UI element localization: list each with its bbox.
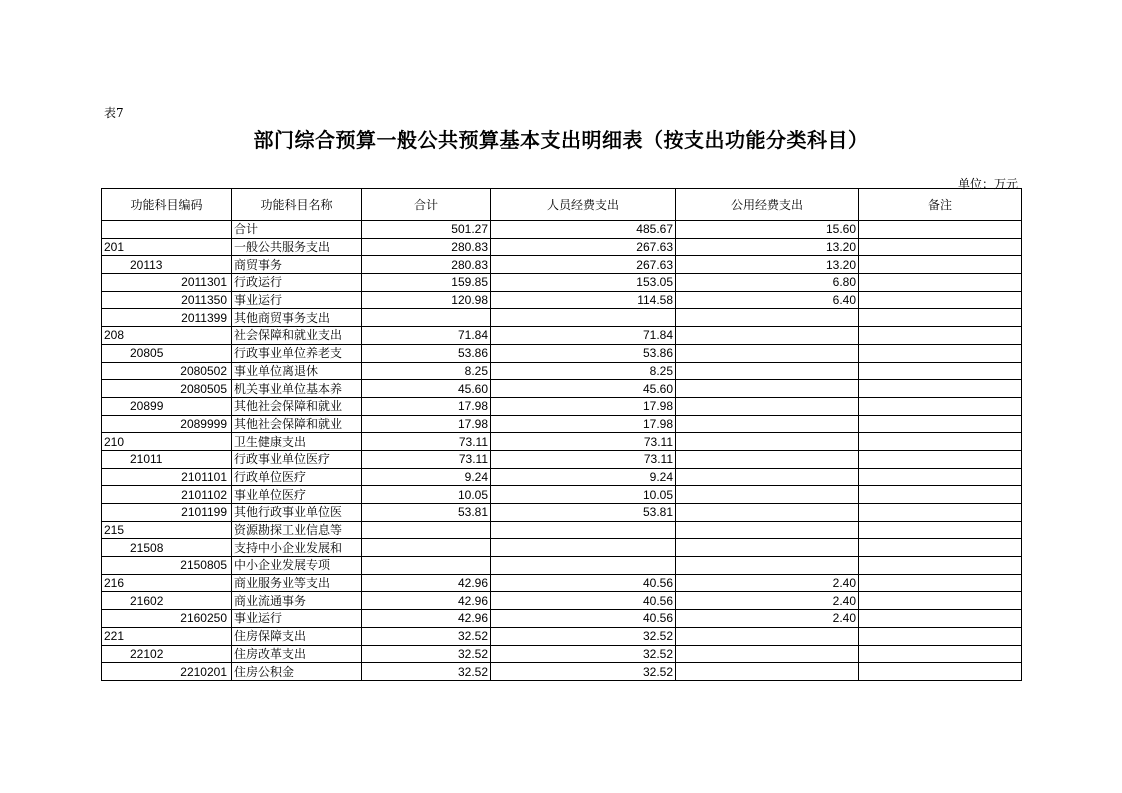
total-cell: 120.98 — [362, 291, 491, 309]
code-cell: 22102 — [102, 645, 232, 663]
name-cell: 事业单位离退休 — [232, 362, 362, 380]
column-header: 人员经费支出 — [491, 189, 676, 221]
table-row — [102, 557, 1022, 575]
table-row — [102, 415, 1022, 433]
note-cell — [859, 433, 1022, 451]
code-cell: 2011399 — [102, 309, 232, 327]
total-cell: 73.11 — [362, 450, 491, 468]
total-cell: 32.52 — [362, 627, 491, 645]
public-cell: 2.40 — [676, 610, 859, 628]
name-cell: 住房保障支出 — [232, 627, 362, 645]
personnel-cell: 73.11 — [491, 450, 676, 468]
personnel-cell: 114.58 — [491, 291, 676, 309]
total-cell: 42.96 — [362, 592, 491, 610]
personnel-cell: 40.56 — [491, 592, 676, 610]
table-number: 表7 — [104, 106, 124, 120]
total-cell: 45.60 — [362, 380, 491, 398]
personnel-cell: 73.11 — [491, 433, 676, 451]
note-cell — [859, 539, 1022, 557]
public-cell — [676, 539, 859, 557]
note-cell — [859, 415, 1022, 433]
personnel-cell: 32.52 — [491, 645, 676, 663]
note-cell — [859, 291, 1022, 309]
note-cell — [859, 663, 1022, 681]
code-cell: 20899 — [102, 397, 232, 415]
total-cell: 280.83 — [362, 256, 491, 274]
name-cell: 事业单位医疗 — [232, 486, 362, 504]
personnel-cell: 485.67 — [491, 221, 676, 239]
table-row — [102, 486, 1022, 504]
personnel-cell: 45.60 — [491, 380, 676, 398]
code-cell — [102, 221, 232, 239]
code-cell: 215 — [102, 521, 232, 539]
public-cell — [676, 468, 859, 486]
table-row — [102, 221, 1022, 239]
name-cell: 中小企业发展专项 — [232, 557, 362, 575]
public-cell: 13.20 — [676, 238, 859, 256]
total-cell — [362, 521, 491, 539]
total-cell: 8.25 — [362, 362, 491, 380]
personnel-cell: 8.25 — [491, 362, 676, 380]
name-cell: 卫生健康支出 — [232, 433, 362, 451]
note-cell — [859, 380, 1022, 398]
personnel-cell — [491, 557, 676, 575]
note-cell — [859, 309, 1022, 327]
personnel-cell: 153.05 — [491, 274, 676, 292]
public-cell: 2.40 — [676, 574, 859, 592]
note-cell — [859, 610, 1022, 628]
table-row — [102, 450, 1022, 468]
personnel-cell — [491, 309, 676, 327]
total-cell: 159.85 — [362, 274, 491, 292]
personnel-cell: 10.05 — [491, 486, 676, 504]
public-cell — [676, 415, 859, 433]
personnel-cell: 32.52 — [491, 663, 676, 681]
name-cell: 行政单位医疗 — [232, 468, 362, 486]
code-cell: 2101101 — [102, 468, 232, 486]
public-cell — [676, 486, 859, 504]
name-cell: 住房改革支出 — [232, 645, 362, 663]
personnel-cell: 267.63 — [491, 256, 676, 274]
total-cell: 71.84 — [362, 327, 491, 345]
table-row — [102, 362, 1022, 380]
name-cell: 其他社会保障和就业 — [232, 415, 362, 433]
total-cell: 17.98 — [362, 397, 491, 415]
note-cell — [859, 344, 1022, 362]
public-cell — [676, 504, 859, 522]
unit-label: 单位：万元 — [957, 177, 1018, 191]
name-cell: 行政事业单位医疗 — [232, 450, 362, 468]
total-cell: 32.52 — [362, 645, 491, 663]
name-cell: 其他社会保障和就业 — [232, 397, 362, 415]
personnel-cell: 53.86 — [491, 344, 676, 362]
name-cell: 资源勘探工业信息等 — [232, 521, 362, 539]
column-header: 公用经费支出 — [676, 189, 859, 221]
table-row — [102, 397, 1022, 415]
public-cell — [676, 557, 859, 575]
total-cell — [362, 309, 491, 327]
note-cell — [859, 468, 1022, 486]
table-row — [102, 291, 1022, 309]
note-cell — [859, 574, 1022, 592]
code-cell: 21508 — [102, 539, 232, 557]
personnel-cell: 32.52 — [491, 627, 676, 645]
table-body — [102, 221, 1022, 681]
total-cell: 53.86 — [362, 344, 491, 362]
name-cell: 支持中小企业发展和 — [232, 539, 362, 557]
table-row — [102, 380, 1022, 398]
name-cell: 机关事业单位基本养 — [232, 380, 362, 398]
personnel-cell: 71.84 — [491, 327, 676, 345]
table-row — [102, 645, 1022, 663]
table-row — [102, 274, 1022, 292]
note-cell — [859, 274, 1022, 292]
personnel-cell: 53.81 — [491, 504, 676, 522]
total-cell: 501.27 — [362, 221, 491, 239]
note-cell — [859, 327, 1022, 345]
code-cell: 21011 — [102, 450, 232, 468]
note-cell — [859, 397, 1022, 415]
code-cell: 2160250 — [102, 610, 232, 628]
public-cell — [676, 362, 859, 380]
public-cell — [676, 309, 859, 327]
note-cell — [859, 450, 1022, 468]
page-title: 部门综合预算一般公共预算基本支出明细表（按支出功能分类科目） — [253, 128, 869, 152]
table-header-row — [102, 189, 1022, 221]
total-cell — [362, 539, 491, 557]
note-cell — [859, 645, 1022, 663]
personnel-cell: 9.24 — [491, 468, 676, 486]
code-cell: 2101199 — [102, 504, 232, 522]
total-cell: 53.81 — [362, 504, 491, 522]
note-cell — [859, 627, 1022, 645]
name-cell: 其他行政事业单位医 — [232, 504, 362, 522]
total-cell: 42.96 — [362, 610, 491, 628]
table-row — [102, 574, 1022, 592]
personnel-cell: 17.98 — [491, 415, 676, 433]
public-cell — [676, 380, 859, 398]
code-cell: 2011301 — [102, 274, 232, 292]
name-cell: 合计 — [232, 221, 362, 239]
personnel-cell — [491, 521, 676, 539]
table-row — [102, 521, 1022, 539]
public-cell — [676, 397, 859, 415]
note-cell — [859, 557, 1022, 575]
total-cell: 32.52 — [362, 663, 491, 681]
personnel-cell — [491, 539, 676, 557]
total-cell: 42.96 — [362, 574, 491, 592]
code-cell: 20805 — [102, 344, 232, 362]
name-cell: 社会保障和就业支出 — [232, 327, 362, 345]
code-cell: 2150805 — [102, 557, 232, 575]
code-cell: 216 — [102, 574, 232, 592]
name-cell: 一般公共服务支出 — [232, 238, 362, 256]
name-cell: 行政事业单位养老支 — [232, 344, 362, 362]
note-cell — [859, 256, 1022, 274]
public-cell: 2.40 — [676, 592, 859, 610]
table-row — [102, 433, 1022, 451]
note-cell — [859, 592, 1022, 610]
name-cell: 事业运行 — [232, 610, 362, 628]
personnel-cell: 40.56 — [491, 610, 676, 628]
public-cell: 15.60 — [676, 221, 859, 239]
public-cell: 6.80 — [676, 274, 859, 292]
total-cell: 280.83 — [362, 238, 491, 256]
budget-table — [101, 188, 1022, 681]
personnel-cell: 40.56 — [491, 574, 676, 592]
personnel-cell: 17.98 — [491, 397, 676, 415]
code-cell: 20113 — [102, 256, 232, 274]
code-cell: 221 — [102, 627, 232, 645]
table-row — [102, 539, 1022, 557]
code-cell: 2080502 — [102, 362, 232, 380]
name-cell: 商业服务业等支出 — [232, 574, 362, 592]
code-cell: 210 — [102, 433, 232, 451]
column-header: 功能科目名称 — [232, 189, 362, 221]
code-cell: 2080505 — [102, 380, 232, 398]
note-cell — [859, 362, 1022, 380]
note-cell — [859, 521, 1022, 539]
code-cell: 2011350 — [102, 291, 232, 309]
table-row — [102, 256, 1022, 274]
name-cell: 商贸事务 — [232, 256, 362, 274]
code-cell: 2089999 — [102, 415, 232, 433]
public-cell — [676, 450, 859, 468]
table-row — [102, 344, 1022, 362]
column-header: 合计 — [362, 189, 491, 221]
table-row — [102, 504, 1022, 522]
total-cell: 73.11 — [362, 433, 491, 451]
table-row — [102, 610, 1022, 628]
public-cell — [676, 663, 859, 681]
note-cell — [859, 221, 1022, 239]
table-row — [102, 468, 1022, 486]
public-cell — [676, 645, 859, 663]
note-cell — [859, 504, 1022, 522]
public-cell — [676, 327, 859, 345]
code-cell: 2210201 — [102, 663, 232, 681]
personnel-cell: 267.63 — [491, 238, 676, 256]
name-cell: 其他商贸事务支出 — [232, 309, 362, 327]
table-row — [102, 238, 1022, 256]
table-row — [102, 309, 1022, 327]
total-cell: 10.05 — [362, 486, 491, 504]
code-cell: 201 — [102, 238, 232, 256]
public-cell — [676, 521, 859, 539]
name-cell: 行政运行 — [232, 274, 362, 292]
code-cell: 21602 — [102, 592, 232, 610]
name-cell: 事业运行 — [232, 291, 362, 309]
code-cell: 208 — [102, 327, 232, 345]
public-cell — [676, 627, 859, 645]
public-cell — [676, 344, 859, 362]
note-cell — [859, 238, 1022, 256]
public-cell — [676, 433, 859, 451]
public-cell: 6.40 — [676, 291, 859, 309]
table-row — [102, 627, 1022, 645]
public-cell: 13.20 — [676, 256, 859, 274]
total-cell: 17.98 — [362, 415, 491, 433]
total-cell: 9.24 — [362, 468, 491, 486]
table-row — [102, 663, 1022, 681]
name-cell: 商业流通事务 — [232, 592, 362, 610]
column-header: 功能科目编码 — [102, 189, 232, 221]
table-row — [102, 327, 1022, 345]
column-header: 备注 — [859, 189, 1022, 221]
name-cell: 住房公积金 — [232, 663, 362, 681]
table-row — [102, 592, 1022, 610]
note-cell — [859, 486, 1022, 504]
code-cell: 2101102 — [102, 486, 232, 504]
total-cell — [362, 557, 491, 575]
